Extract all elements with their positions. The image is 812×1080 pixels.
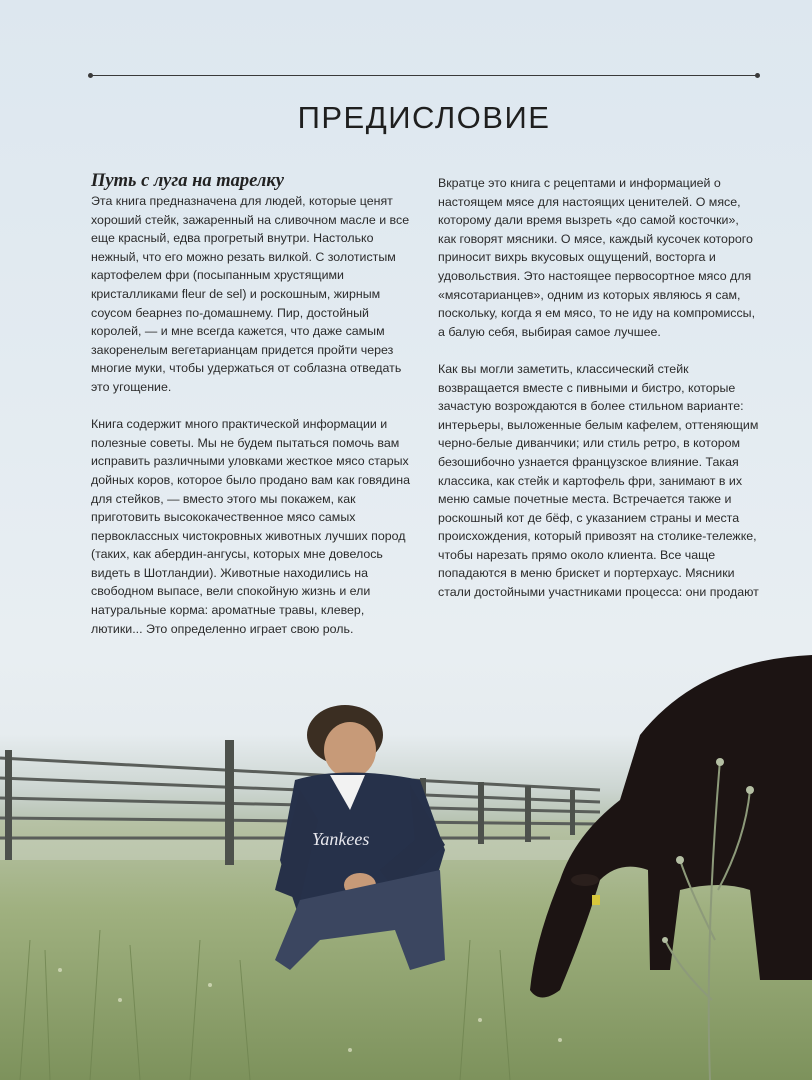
right-column	[438, 174, 760, 620]
paragraph: Эта книга предназначена для людей, которые ценят хороший стейк, зажаренный на сливочном масле и все еще красный, едва прогретый внутри. Настолько нежный, что его можно резать вилкой. С золотистым картофелем фри (посыпанным хрустящими кристалликами fleur de sel) и роскошным, жирным соусом беарнез по-домашнему. Пир, достойный королей, — и мне всегда кажется, что даже самым закоренелым вегетарианцам придется пройти через многие муки, чтобы удержаться от соблазна отведать это угощение.	[91, 194, 410, 394]
paragraph: Книга содержит много практической информации и полезные советы. Мы не будем пытаться помочь вам исправить различными уловками жесткое мясо старых дойных коров, которое было продано вам как говядина для стейков, — вместо этого мы покажем, как приготовить высококачественное мясо самых первоклассных чистокровных животных лучших пород (таких, как абердин-ангусы, которых мне довелось видеть в Шотландии). Животные находились на свободном выпасе, вели спокойную жизнь и ели натуральные корма: ароматные травы, клевер, лютики... Это определенно играет свою роль.	[91, 417, 410, 636]
left-column	[91, 170, 411, 657]
pasture-photo	[0, 640, 812, 1080]
paragraph: Вкратце это книга с рецептами и информацией о настоящем мясе для настоящих ценителей. О мясе, которому дали время вызреть «до самой косточки», как говорят мясники. О мясе, каждый кусочек которого приносит вихрь вкусовых ощущений, восторга и удовольствия. Это настоящее первосортное мясо для «мясотарианцев», одним из которых являюсь я сам, поскольку, когда я ем мясо, то не иду на компромиссы, а балую себя, выбирая самое лучшее.	[438, 176, 756, 339]
paragraph: Как вы могли заметить, классический стейк возвращается вместе с пивными и бистро, которые зачастую возрождаются в более стильном варианте: интерьеры, выложенные белым кафелем, оттеняющим черно-белые диванчики; или стиль ретро, в котором безошибочно узнается французское влияние. Такая классика, как стейк и картофель фри, занимают в их меню самые почетные места. Встречается также и роскошный кот де бёф, с указанием страны и места происхождения, который привозят на столике-тележке, чтобы нарезать прямо около клиента. Все чаще попадаются в меню брискет и портерхаус. Мясники стали достойными участниками процесса: они продают	[438, 361, 759, 600]
page-title: ПРЕДИСЛОВИЕ	[297, 100, 551, 135]
top-rule	[91, 75, 757, 76]
section-subheading: Путь с луга на тарелку	[91, 171, 284, 191]
jacket-print: Yankees	[312, 829, 370, 849]
